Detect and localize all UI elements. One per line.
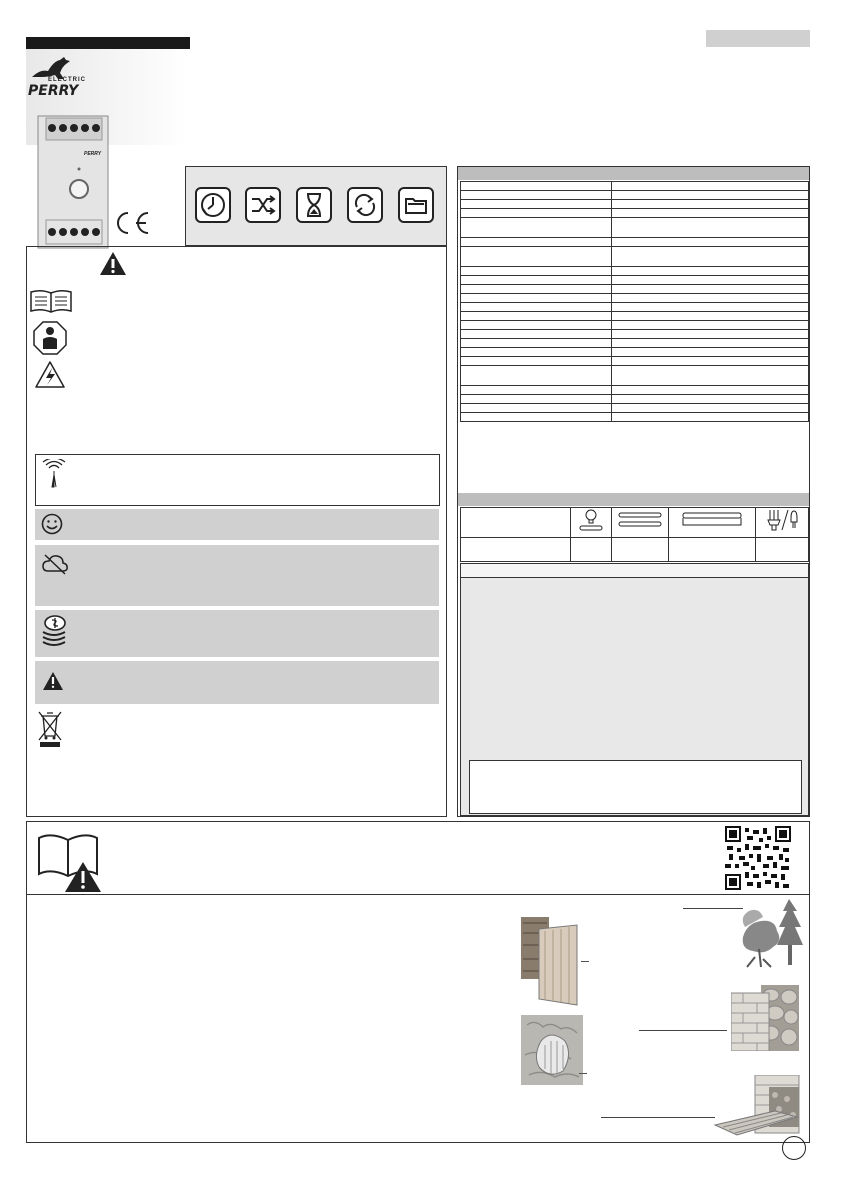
eco-box	[35, 509, 439, 540]
folder-icon	[398, 187, 434, 223]
leader-line	[639, 1030, 727, 1031]
warning-icon	[98, 250, 128, 277]
incandescent-lamp-icon	[576, 508, 606, 532]
read-manual-icon	[35, 828, 107, 894]
trees-illustration	[737, 897, 807, 969]
leader-line	[683, 908, 743, 909]
specifications-panel	[457, 166, 810, 817]
device-illustration	[36, 112, 112, 250]
safety-panel	[26, 246, 447, 817]
device-logo: PERRY	[84, 151, 102, 157]
caution-box	[35, 661, 439, 704]
notes-inner-box	[469, 760, 802, 814]
leader-line	[579, 1073, 587, 1074]
halogen-tube-icon	[615, 509, 665, 531]
wireless-icon	[42, 459, 66, 489]
high-voltage-icon	[34, 360, 66, 390]
page-number	[782, 1136, 806, 1160]
wood-wall-illustration	[519, 915, 581, 1007]
notes-header	[461, 564, 808, 578]
notes-box	[460, 563, 809, 816]
cycle-icon	[347, 187, 383, 223]
loads-header	[458, 493, 809, 506]
qr-code-icon[interactable]	[725, 826, 791, 890]
weee-bin-icon	[37, 710, 63, 748]
installation-panel	[26, 895, 810, 1143]
functions-panel	[185, 166, 447, 246]
cfl-led-icon	[762, 508, 802, 532]
brand-sub: ELECTRIC	[48, 77, 86, 83]
brick-stone-illustration	[731, 985, 799, 1051]
warning-icon	[42, 671, 64, 691]
hourglass-icon	[296, 187, 332, 223]
manual-bar	[26, 821, 810, 895]
wireless-box	[35, 454, 440, 506]
ce-mark-icon	[110, 209, 152, 237]
plaster-wall-illustration	[521, 1015, 585, 1087]
cost-box	[35, 610, 439, 657]
specifications-table	[460, 181, 809, 422]
random-icon	[245, 187, 281, 223]
clock-icon	[195, 187, 231, 223]
coins-icon	[40, 614, 68, 648]
leader-line	[581, 961, 589, 962]
leader-line	[601, 1117, 715, 1118]
fluorescent-tube-icon	[677, 509, 747, 531]
concrete-slab-illustration	[713, 1075, 801, 1137]
loads-table	[460, 507, 809, 562]
technician-icon	[33, 321, 67, 355]
brand-logo: PERRY	[28, 83, 79, 99]
smile-icon	[41, 513, 63, 535]
no-cloud-icon	[41, 553, 69, 575]
cloud-box	[35, 545, 439, 606]
header-bar	[26, 37, 190, 49]
manual-icon	[29, 288, 73, 314]
language-tab	[706, 30, 810, 47]
specifications-header	[458, 167, 809, 180]
